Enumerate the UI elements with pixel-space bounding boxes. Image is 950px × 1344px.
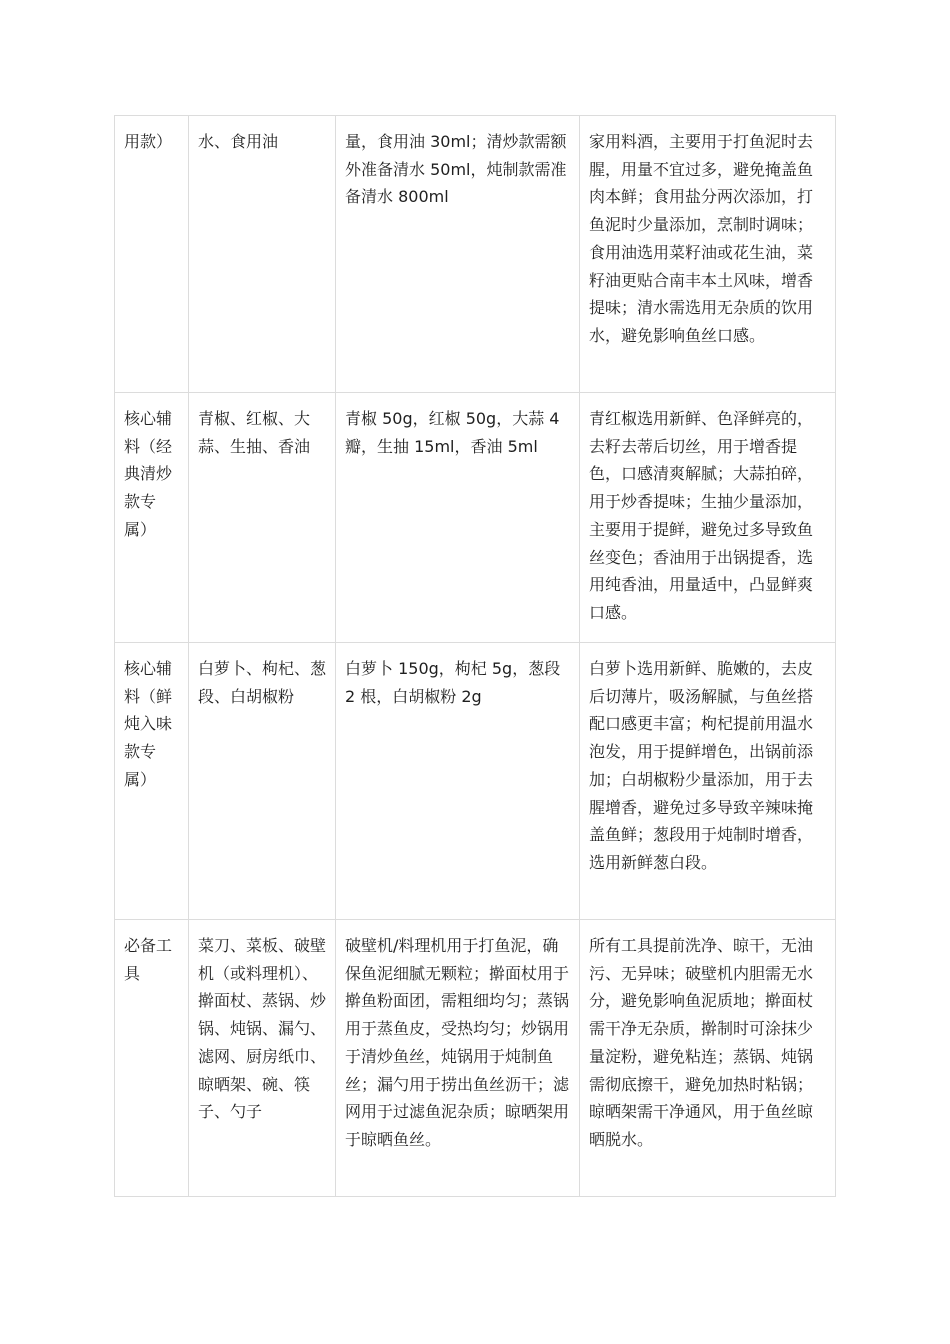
category-cell: 核心辅料（鲜炖入味款专属） [115,643,189,920]
notes-cell: 家用料酒，主要用于打鱼泥时去腥，用量不宜过多，避免掩盖鱼肉本鲜；食用盐分两次添加，打鱼泥时少量添加，烹制时调味；食用油选用菜籽油或花生油，菜籽油更贴合南丰本土风味，增香提味；清水需选用无杂质的饮用水，避免影响鱼丝口感。 [580,116,836,393]
table-row [115,393,836,643]
table-row [115,116,836,393]
ingredients-table [114,115,836,1197]
table-row [115,920,836,1197]
amount-cell: 白萝卜 150g，枸杞 5g，葱段 2 根，白胡椒粉 2g [336,643,580,920]
amount-cell: 破壁机/料理机用于打鱼泥，确保鱼泥细腻无颗粒；擀面杖用于擀鱼粉面团，需粗细均匀；蒸锅用于蒸鱼皮，受热均匀；炒锅用于清炒鱼丝，炖锅用于炖制鱼丝；漏勺用于捞出鱼丝沥干；滤网用于过滤鱼泥杂质；晾晒架用于晾晒鱼丝。 [336,920,580,1197]
notes-cell: 所有工具提前洗净、晾干，无油污、无异味；破壁机内胆需无水分，避免影响鱼泥质地；擀面杖需干净无杂质，擀制时可涂抹少量淀粉，避免粘连；蒸锅、炖锅需彻底擦干，避免加热时粘锅；晾晒架需干净通风，用于鱼丝晾晒脱水。 [580,920,836,1197]
items-cell: 水、食用油 [189,116,336,393]
table-row [115,643,836,920]
amount-cell: 青椒 50g，红椒 50g，大蒜 4 瓣，生抽 15ml，香油 5ml [336,393,580,643]
notes-cell: 青红椒选用新鲜、色泽鲜亮的，去籽去蒂后切丝，用于增香提色，口感清爽解腻；大蒜拍碎，用于炒香提味；生抽少量添加，主要用于提鲜，避免过多导致鱼丝变色；香油用于出锅提香，选用纯香油，用量适中，凸显鲜爽口感。 [580,393,836,643]
notes-cell: 白萝卜选用新鲜、脆嫩的，去皮后切薄片，吸汤解腻，与鱼丝搭配口感更丰富；枸杞提前用温水泡发，用于提鲜增色，出锅前添加；白胡椒粉少量添加，用于去腥增香，避免过多导致辛辣味掩盖鱼鲜；葱段用于炖制时增香，选用新鲜葱白段。 [580,643,836,920]
items-cell: 青椒、红椒、大蒜、生抽、香油 [189,393,336,643]
amount-cell: 量，食用油 30ml；清炒款需额外准备清水 50ml，炖制款需准备清水 800ml [336,116,580,393]
category-cell: 必备工具 [115,920,189,1197]
items-cell: 菜刀、菜板、破壁机（或料理机）、擀面杖、蒸锅、炒锅、炖锅、漏勺、滤网、厨房纸巾、晾晒架、碗、筷子、勺子 [189,920,336,1197]
category-cell: 用款） [115,116,189,393]
category-cell: 核心辅料（经典清炒款专属） [115,393,189,643]
items-cell: 白萝卜、枸杞、葱段、白胡椒粉 [189,643,336,920]
